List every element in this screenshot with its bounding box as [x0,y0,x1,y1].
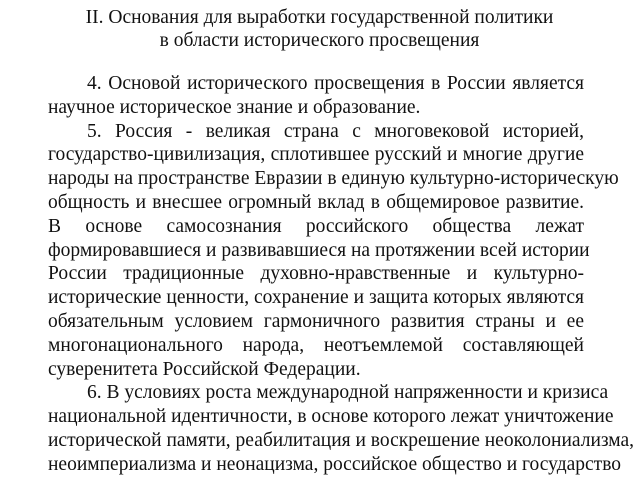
paragraph-5-line: многонационального народа, неотъемлемой составляющей [48,334,584,356]
paragraph-6-line: национальной идентичности, в основе которого лежат уничтожение [48,406,614,428]
paragraph-6-line: неоимпериализма и неонацизма, российское общество и государство [48,453,622,475]
paragraph-5-line: государство-цивилизация, сплотившее русский и многие другие [48,144,584,166]
paragraph-5-line: В основе самосознания российского общества лежат [48,215,584,237]
paragraph-5-line: формировавшиеся и развивавшиеся на протяжении всей истории [48,239,590,261]
paragraph-5-line: общность и внесшее огромный вклад в общемировое развитие. [48,191,584,213]
paragraph-5-line: народы на пространстве Евразии в единую культурно-историческую [48,168,619,190]
paragraph-4-line: научное историческое знание и образование. [48,96,421,118]
paragraph-5-line: 5. Россия - великая страна с многовековой историей, [87,120,584,142]
section-heading-line-1: II. Основания для выработки государственной политики [85,7,554,28]
paragraph-6-line: 6. В условиях роста международной напряженности и кризиса [87,382,609,404]
paragraph-5-line: суверенитета Российской Федерации. [48,358,361,380]
section-heading-line-2: в области исторического просвещения [159,30,480,51]
document-body [48,72,635,477]
paragraph-4-line: 4. Основой исторического просвещения в России является [87,73,584,94]
paragraph-6-line: исторической памяти, реабилитация и воскрешение неоколониализма, [48,429,635,451]
paragraph-5-line: России традиционные духовно-нравственные и культурно- [48,263,584,285]
paragraph-5-line: исторические ценности, сохранение и защита которых являются [48,287,584,309]
section-heading [0,6,639,52]
paragraph-5-line: обязательным условием гармоничного развития страны и ее [48,310,584,332]
